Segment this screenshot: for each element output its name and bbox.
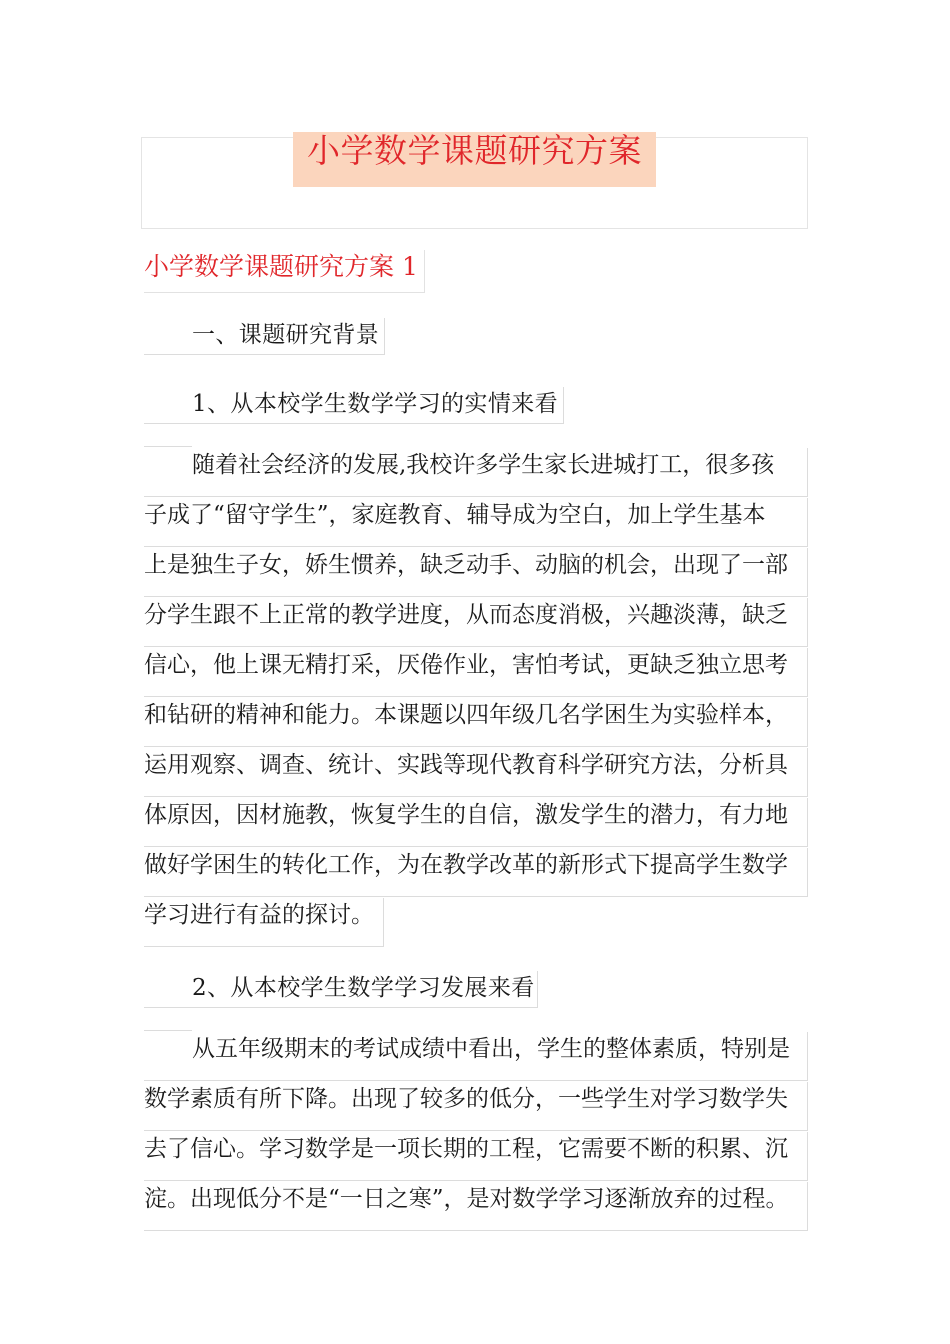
heading-research-background bbox=[144, 318, 385, 355]
section-title: 小学数学课题研究方案 1 bbox=[144, 250, 425, 293]
paragraph-line: 从五年级期末的考试成绩中看出，学生的整体素质，特别是 bbox=[144, 1032, 808, 1081]
indent-marker bbox=[144, 1030, 192, 1031]
paragraph-line: 上是独生子女，娇生惯养，缺乏动手、动脑的机会，出现了一部 bbox=[144, 548, 808, 597]
subheading-1 bbox=[144, 387, 564, 424]
document-title: 小学数学课题研究方案 bbox=[307, 131, 642, 170]
paragraph-line: 分学生跟不上正常的教学进度，从而态度消极，兴趣淡薄，缺乏 bbox=[144, 598, 808, 647]
paragraph-line: 去了信心。学习数学是一项长期的工程，它需要不断的积累、沉 bbox=[144, 1132, 808, 1181]
paragraph-line: 子成了“留守学生”，家庭教育、辅导成为空白，加上学生基本 bbox=[144, 498, 808, 547]
paragraph-line: 体原因，因材施教，恢复学生的自信，激发学生的潜力，有力地 bbox=[144, 798, 808, 847]
subheading-1-text: 1、从本校学生数学学习的实情来看 bbox=[192, 391, 559, 417]
subheading-2-text: 2、从本校学生数学学习发展来看 bbox=[192, 975, 535, 1001]
paragraph-line: 信心，他上课无精打采，厌倦作业，害怕考试，更缺乏独立思考 bbox=[144, 648, 808, 697]
subheading-2 bbox=[144, 971, 538, 1008]
paragraph-line: 做好学困生的转化工作，为在教学改革的新形式下提高学生数学 bbox=[144, 848, 808, 897]
paragraph-line: 学习进行有益的探讨。 bbox=[144, 898, 384, 947]
paragraph-line: 淀。出现低分不是“一日之寒”，是对数学学习逐渐放弃的过程。 bbox=[144, 1182, 808, 1231]
indent-marker bbox=[144, 446, 192, 447]
paragraph-line: 运用观察、调查、统计、实践等现代教育科学研究方法，分析具 bbox=[144, 748, 808, 797]
heading-research-background-text: 一、课题研究背景 bbox=[192, 322, 380, 348]
paragraph-line: 随着社会经济的发展,我校许多学生家长进城打工，很多孩 bbox=[144, 448, 808, 497]
paragraph-line: 数学素质有所下降。出现了较多的低分，一些学生对学习数学失 bbox=[144, 1082, 808, 1131]
paragraph-line: 和钻研的精神和能力。本课题以四年级几名学困生为实验样本， bbox=[144, 698, 808, 747]
